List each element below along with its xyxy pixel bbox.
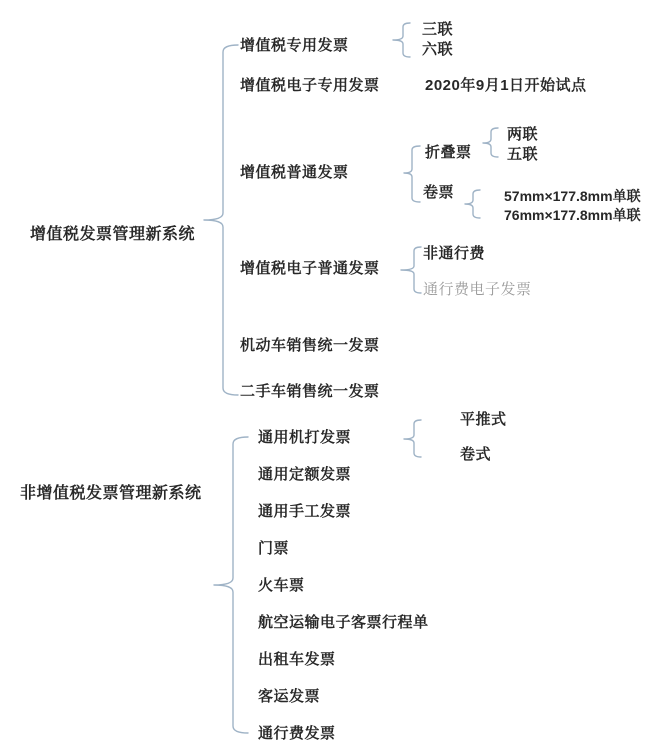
brace-roll-ticket xyxy=(465,190,480,218)
brace-machine-printed-invoice xyxy=(404,420,421,457)
node-vat-invoice-system: 增值税发票管理新系统 xyxy=(30,226,196,243)
node-roll-57mm: 57mm×177.8mm单联 xyxy=(504,188,641,204)
node-taxi-invoice: 出租车发票 xyxy=(258,651,336,668)
node-used-car-invoice: 二手车销售统一发票 xyxy=(240,383,380,400)
brace-folded-ticket xyxy=(483,128,498,157)
node-three-copies: 三联 xyxy=(422,21,454,38)
node-two-copies: 两联 xyxy=(507,126,539,143)
brace-vat-system xyxy=(204,45,238,395)
node-train-ticket: 火车票 xyxy=(258,577,305,594)
node-flat-push-type: 平推式 xyxy=(460,411,507,428)
node-fixed-amount-invoice: 通用定额发票 xyxy=(258,466,352,483)
node-roll-76mm: 76mm×177.8mm单联 xyxy=(504,207,641,223)
node-motor-vehicle-invoice: 机动车销售统一发票 xyxy=(240,337,380,354)
brace-vat-special-invoice xyxy=(393,23,410,57)
node-six-copies: 六联 xyxy=(422,41,454,58)
node-toll-invoice: 通行费发票 xyxy=(258,725,336,742)
node-vat-e-general-invoice: 增值税电子普通发票 xyxy=(240,260,380,277)
brace-non-vat-system xyxy=(214,437,248,733)
node-toll-e-invoice: 通行费电子发票 xyxy=(423,281,532,298)
node-machine-printed-invoice: 通用机打发票 xyxy=(258,429,352,446)
node-vat-e-special-invoice: 增值税电子专用发票 xyxy=(240,77,380,94)
node-vat-general-invoice: 增值税普通发票 xyxy=(240,164,349,181)
node-five-copies: 五联 xyxy=(507,146,539,163)
node-pilot-date-note: 2020年9月1日开始试点 xyxy=(425,77,587,94)
node-admission-ticket: 门票 xyxy=(258,540,290,557)
node-non-toll: 非通行费 xyxy=(423,245,486,262)
brace-vat-e-general-invoice xyxy=(401,247,421,293)
node-vat-special-invoice: 增值税专用发票 xyxy=(240,37,349,54)
node-air-itinerary: 航空运输电子客票行程单 xyxy=(258,614,429,631)
brace-vat-general-invoice xyxy=(404,146,420,202)
node-roll-ticket: 卷票 xyxy=(423,184,455,201)
node-folded-ticket: 折叠票 xyxy=(425,144,472,161)
node-non-vat-invoice-system: 非增值税发票管理新系统 xyxy=(20,485,202,502)
node-passenger-transport-invoice: 客运发票 xyxy=(258,688,321,705)
node-handwritten-invoice: 通用手工发票 xyxy=(258,503,352,520)
node-roll-type: 卷式 xyxy=(460,446,492,463)
